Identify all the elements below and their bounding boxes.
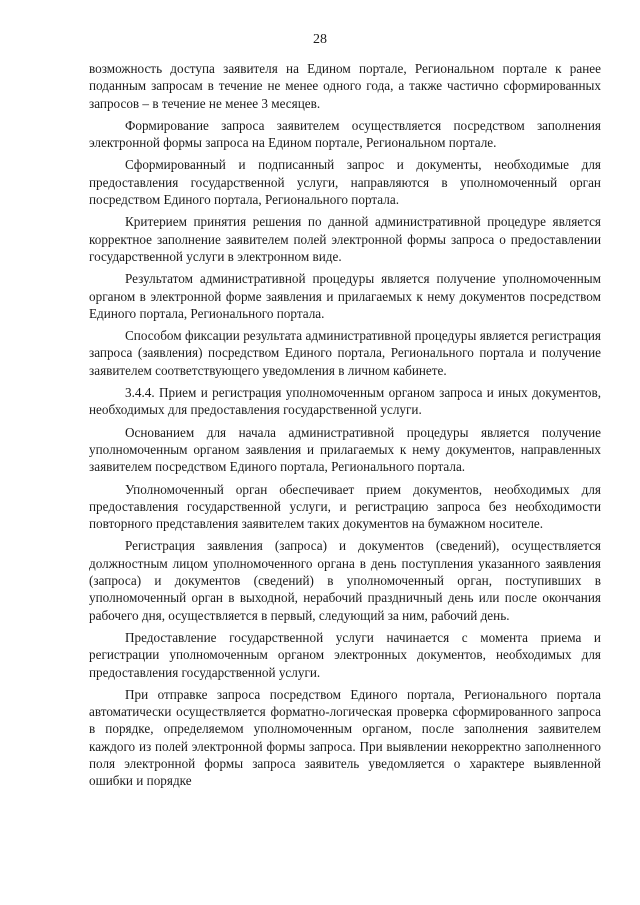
paragraph: Результатом административной процедуры является получение уполномоченным органом в электронной форме заявления и прилагаемых к нему документов посредством Единого портала, Регионального портала. xyxy=(89,271,601,321)
paragraph: Уполномоченный орган обеспечивает прием документов, необходимых для предоставления государственной услуги, и регистрацию запроса без необходимости повторного представления заявителем таких документов на бумажном носителе. xyxy=(89,481,601,532)
paragraph: возможность доступа заявителя на Едином портале, Региональном портале к ранее поданным запросам в течение не менее одного года, а также частично сформированных запросов – в течение не менее 3 месяцев. xyxy=(89,61,601,111)
paragraph: Формирование запроса заявителем осуществляется посредством заполнения электронной формы запроса на Едином портале, Региональном портале. xyxy=(89,117,601,151)
paragraph: Основанием для начала административной процедуры является получение уполномоченным органом заявления и прилагаемых к нему документов, направленных заявителем посредством Единого портала, Регионального портала. xyxy=(89,424,601,475)
paragraph: Критерием принятия решения по данной административной процедуре является корректное заполнение заявителем полей электронной формы запроса о предоставлении государственной услуги в электронном виде. xyxy=(89,214,601,264)
paragraph: При отправке запроса посредством Единого портала, Регионального портала автоматически осуществляется форматно-логическая проверка сформированного запроса в порядке, определяемом уполномоченным органом, после заполнения заявителем каждого из полей электронной формы запроса. При выявлении некорректно заполненного поля электронной формы запроса заявитель уведомляется о характере выявленной ошибки и порядке xyxy=(89,686,601,789)
page-number: 28 xyxy=(313,32,327,47)
paragraph: 3.4.4. Прием и регистрация уполномоченным органом запроса и иных документов, необходимых для предоставления государственной услуги. xyxy=(89,385,601,418)
paragraph: Сформированный и подписанный запрос и документы, необходимые для предоставления государственной услуги, направляются в уполномоченный орган посредством Единого портала, Регионального портала. xyxy=(89,157,601,208)
document-body xyxy=(89,60,601,795)
paragraph: Способом фиксации результата административной процедуры является регистрация запроса (заявления) посредством Единого портала, Регионального портала и получение заявителем соответствующего уведомления в личном кабинете. xyxy=(89,328,601,378)
paragraph: Предоставление государственной услуги начинается с момента приема и регистрации уполномоченным органом электронных документов, необходимых для предоставления государственной услуги. xyxy=(89,629,601,680)
paragraph: Регистрация заявления (запроса) и документов (сведений), осуществляется должностным лицом уполномоченного органа в день поступления указанного заявления (запроса) и документов (сведений) в уполномоченный орган, поступивших в уполномоченный орган в выходной, нерабочий праздничный день или после окончания рабочего дня, осуществляется в первый, следующий за ним, рабочий день. xyxy=(89,538,601,623)
